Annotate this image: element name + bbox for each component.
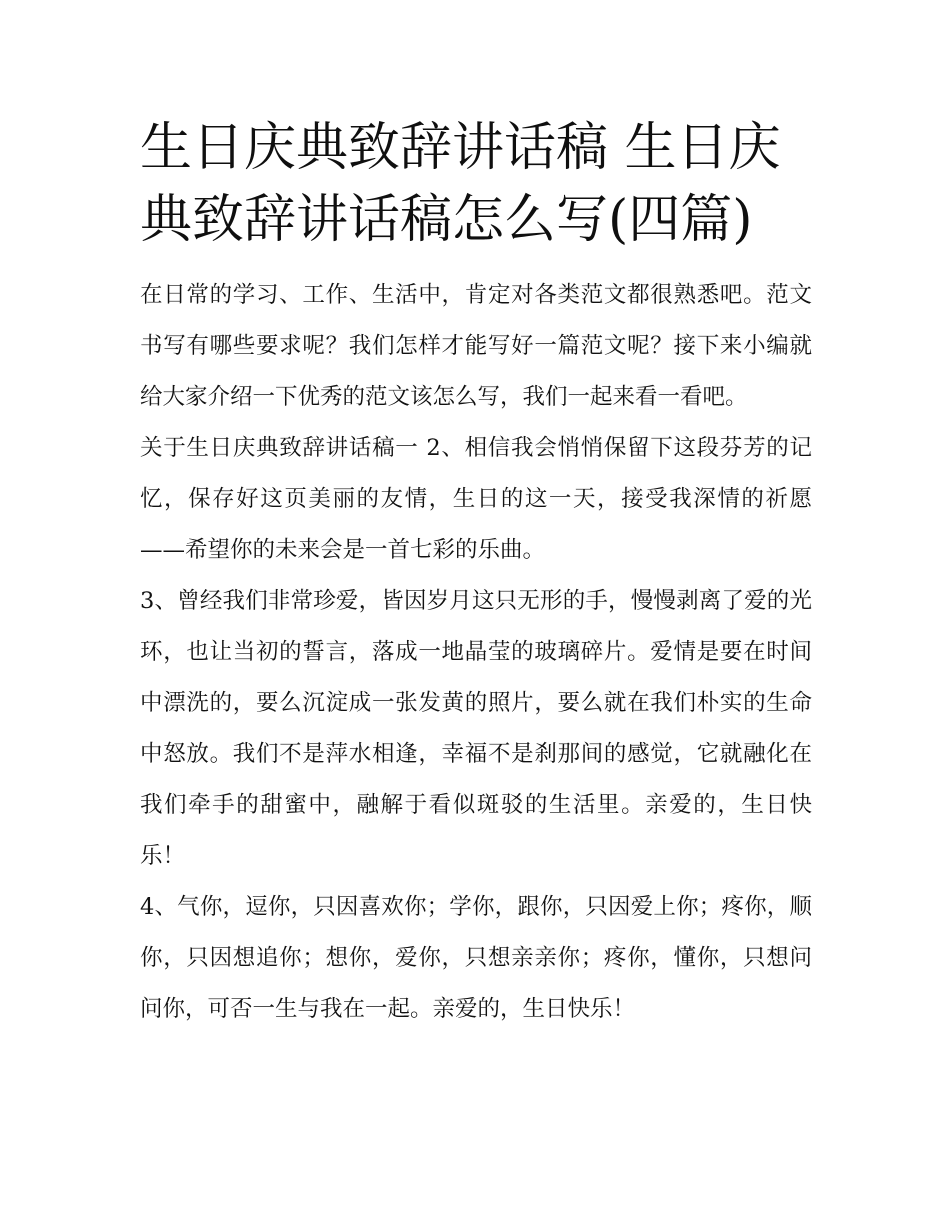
paragraph-item-2: 关于生日庆典致辞讲话稿一 2、相信我会悄悄保留下这段芬芳的记忆，保存好这页美丽的友情，生日的这一天，接受我深情的祈愿——希望你的未来会是一首七彩的乐曲。 bbox=[140, 435, 812, 563]
paragraph-item-3: 3、曾经我们非常珍爱，皆因岁月这只无形的手，慢慢剥离了爱的光环，也让当初的誓言，落成一地晶莹的玻璃碎片。爱情是要在时间中漂洗的，要么沉淀成一张发黄的照片，要么就在我们朴实的生命中怒放。我们不是萍水相逢，幸福不是刹那间的感觉，它就融化在我们牵手的甜蜜中，融解于看似斑驳的生活里。亲爱的，生日快乐！ bbox=[140, 588, 812, 869]
paragraph-intro: 在日常的学习、工作、生活中，肯定对各类范文都很熟悉吧。范文书写有哪些要求呢？我们怎样才能写好一篇范文呢？接下来小编就给大家介绍一下优秀的范文该怎么写，我们一起来看一看吧。 bbox=[140, 282, 812, 410]
document-title: 生日庆典致辞讲话稿 生日庆典致辞讲话稿怎么写(四篇) bbox=[140, 118, 781, 250]
paragraph-item-4: 4、气你，逗你，只因喜欢你；学你，跟你，只因爱上你；疼你，顺你，只因想追你；想你，爱你，只想亲亲你；疼你，懂你，只想问问你，可否一生与我在一起。亲爱的，生日快乐！ bbox=[140, 894, 812, 1022]
document-body bbox=[140, 270, 812, 1035]
document-page bbox=[140, 112, 812, 1035]
